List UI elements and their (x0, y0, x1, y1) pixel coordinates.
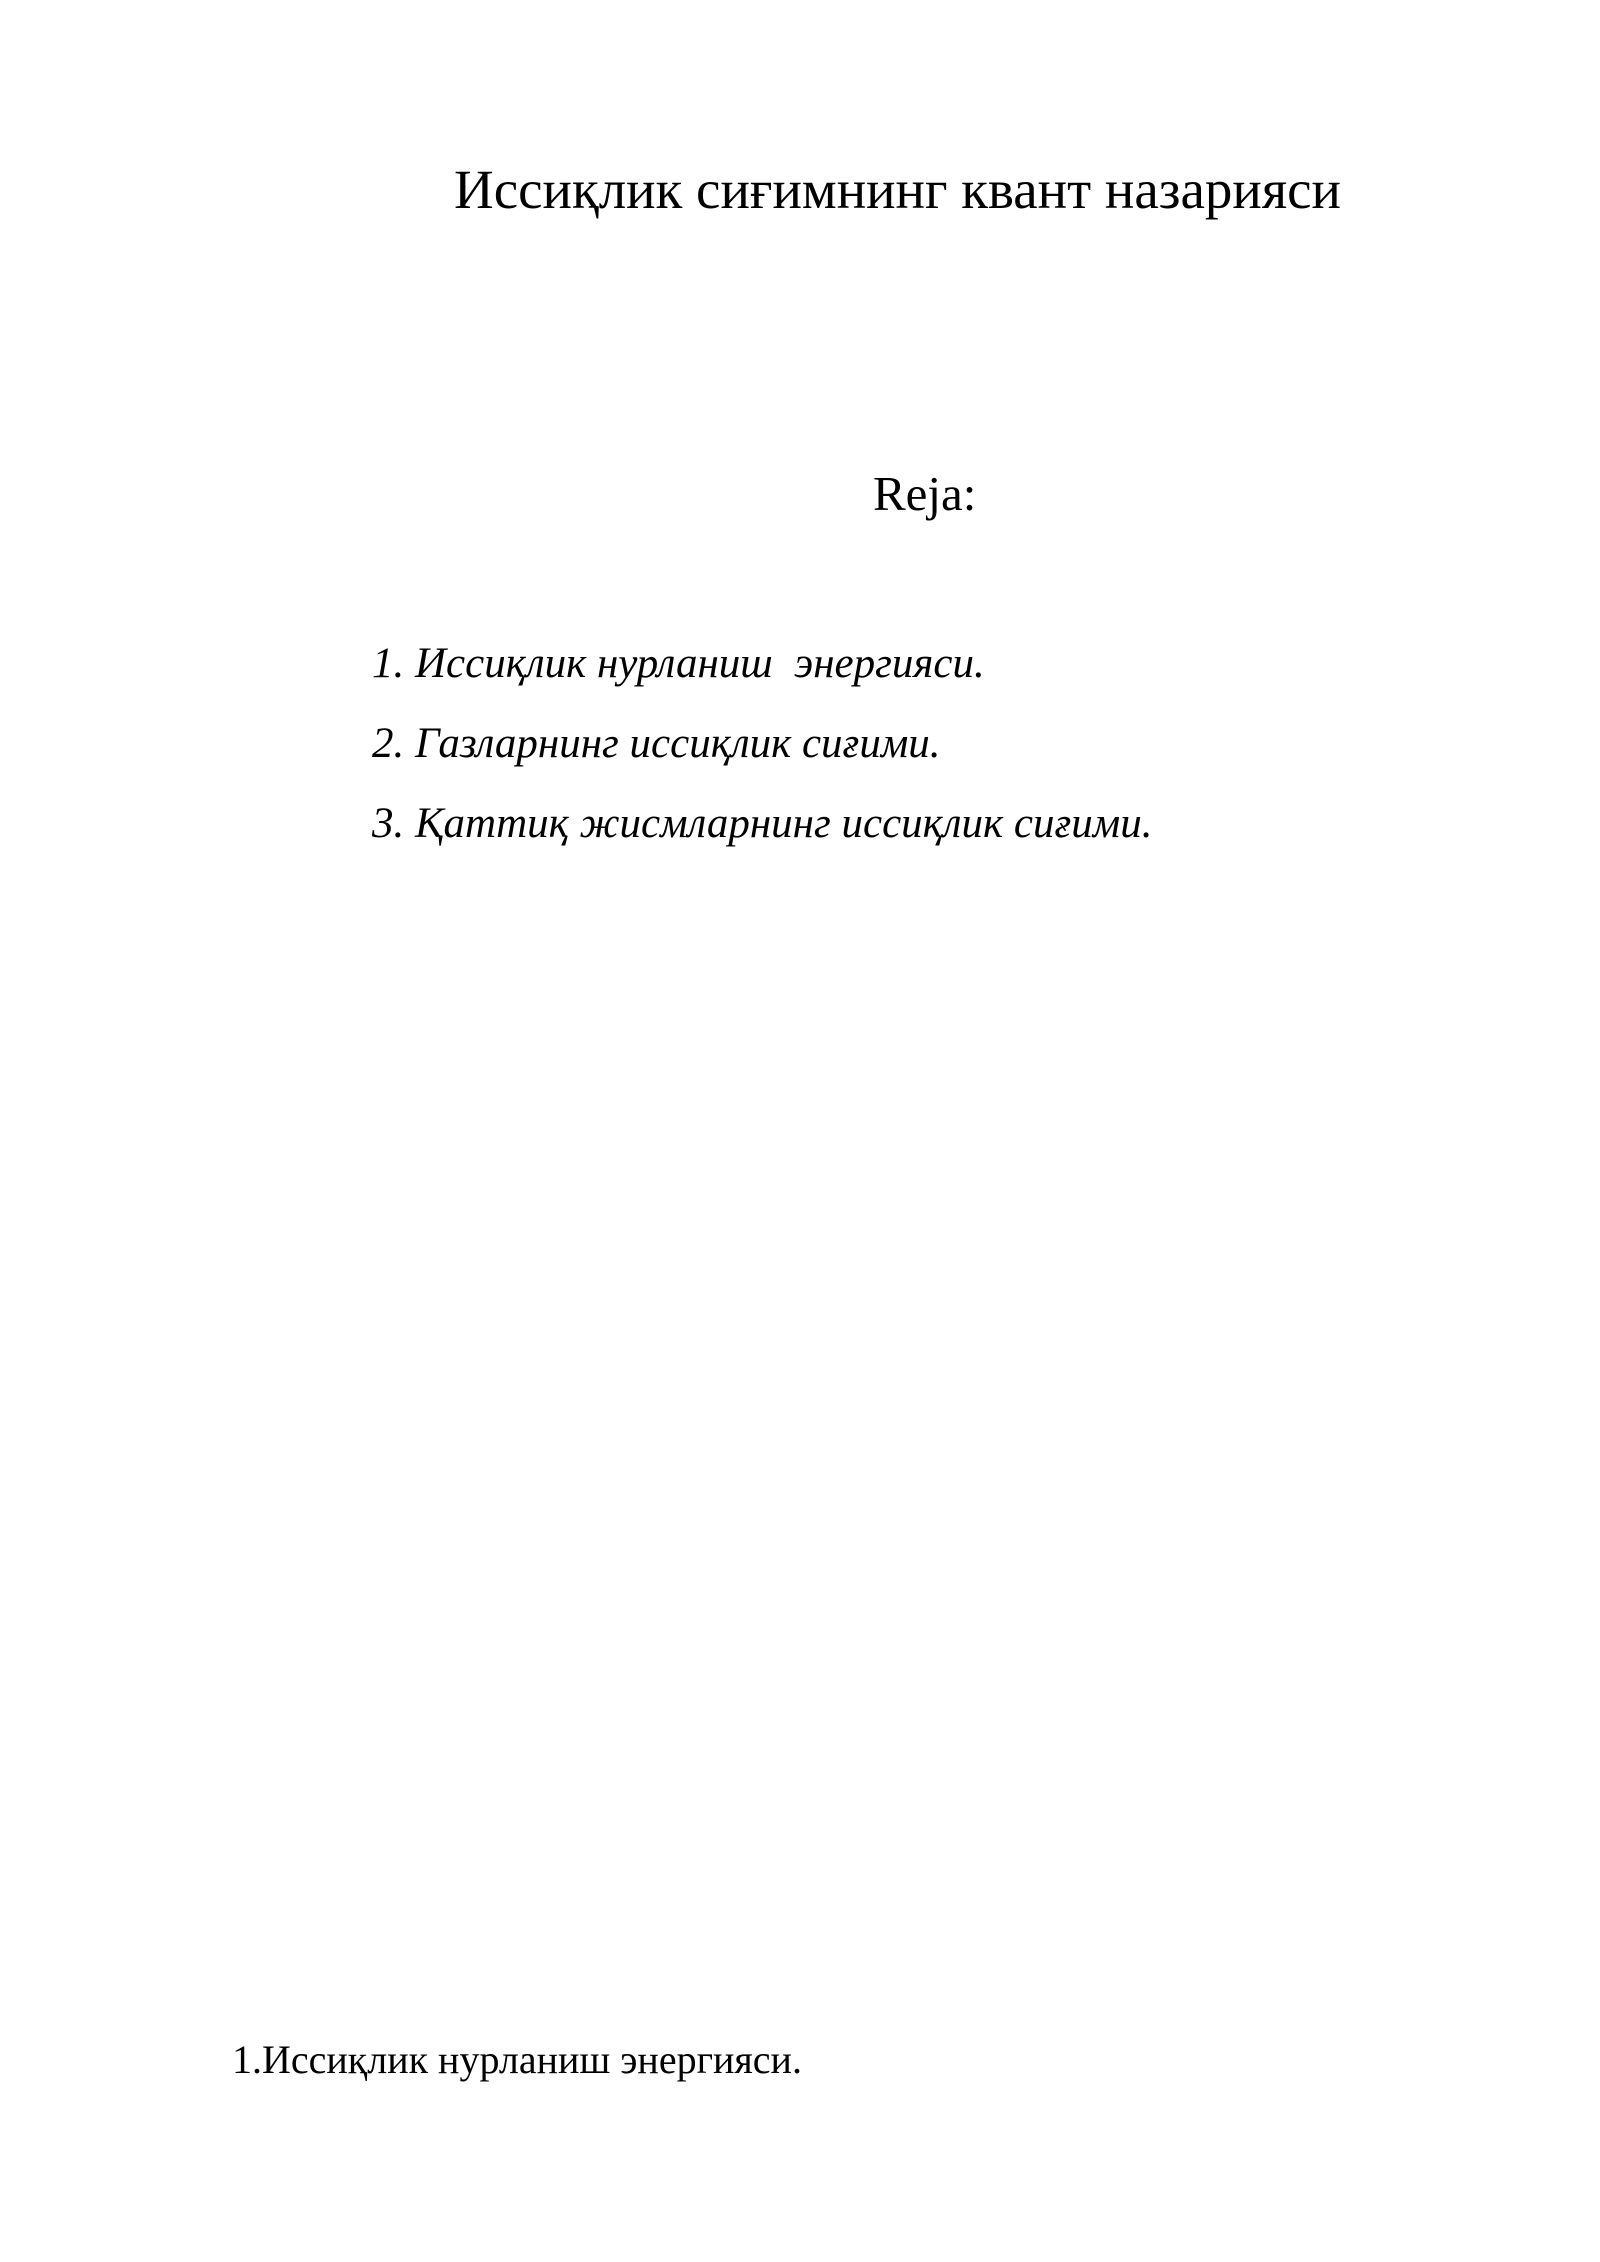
plan-item: 3. Қаттиқ жисмларнинг иссиқлик сиғими. (372, 800, 1153, 847)
plan-item: 1. Иссиқлик нурланиш энергияси. (372, 640, 985, 687)
plan-item: 2. Газларнинг иссиқлик сиғими. (372, 720, 941, 767)
plan-list (372, 636, 1152, 876)
plan-heading: Reja: (873, 466, 977, 521)
section-heading: 1.Иссиқлик нурланиш энергияси. (232, 2037, 802, 2082)
page-title: Иссиқлик сиғимнинг квант назарияси (454, 159, 1341, 220)
